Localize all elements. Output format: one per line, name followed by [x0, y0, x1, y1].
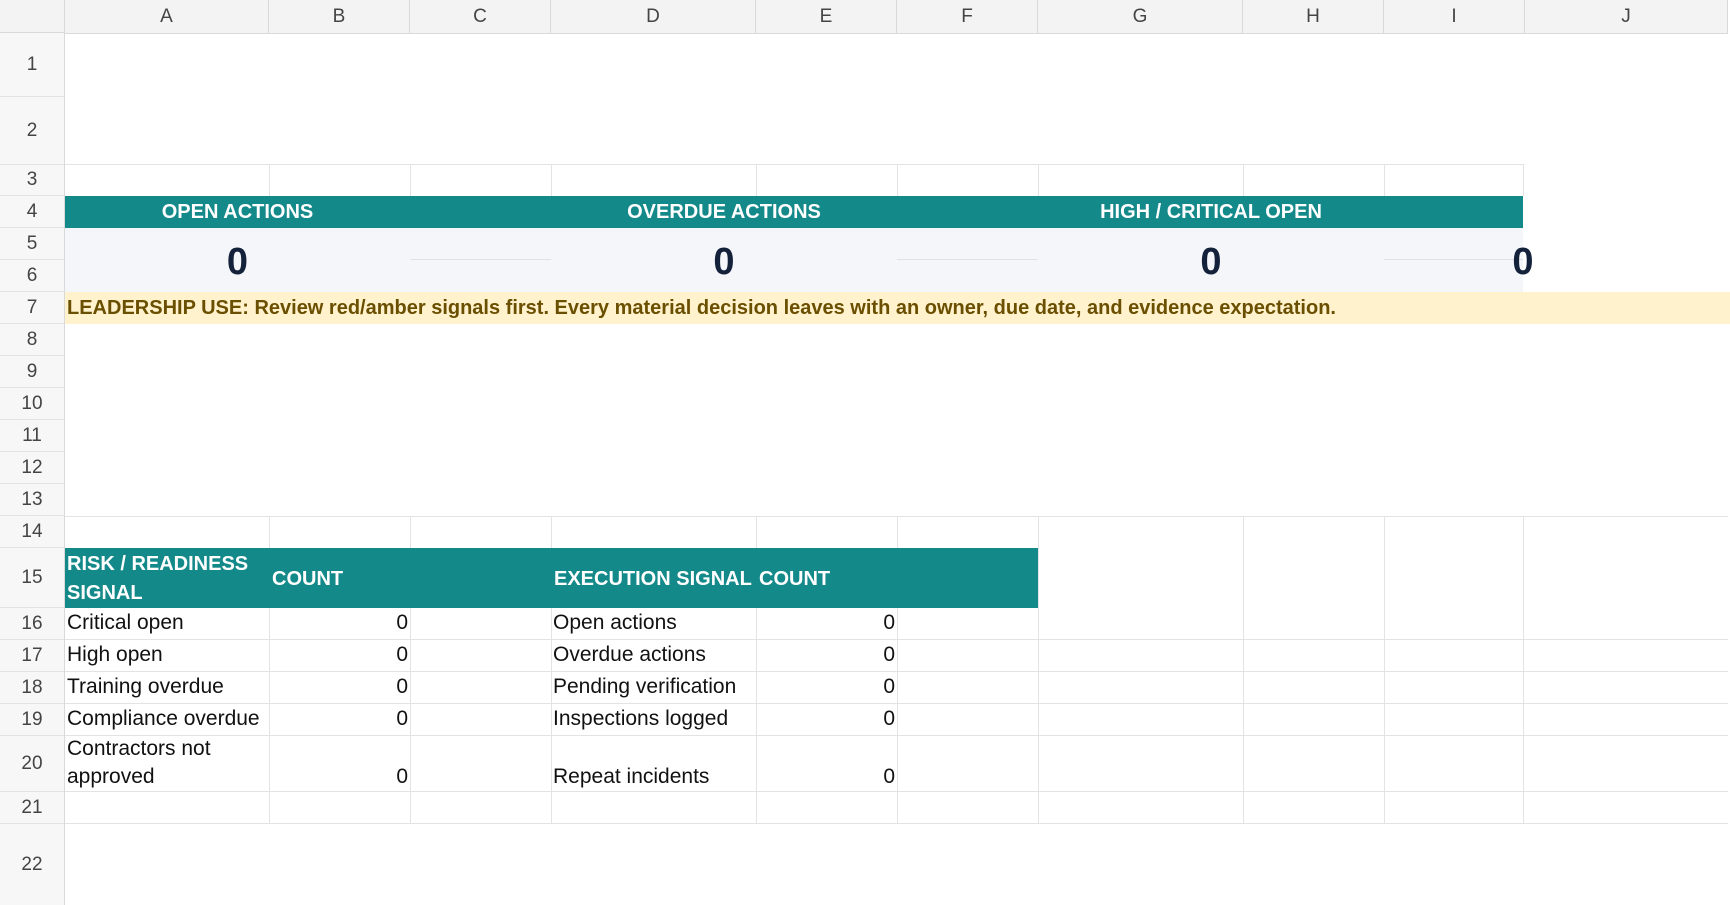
- kpi-high-critical-value[interactable]: 0: [1200, 241, 1222, 283]
- risk-row-label[interactable]: Compliance overdue: [67, 707, 260, 730]
- kpi-open-actions-value[interactable]: 0: [226, 241, 249, 283]
- execution-row-count[interactable]: 0: [883, 765, 895, 788]
- execution-row-label[interactable]: Overdue actions: [553, 643, 706, 666]
- column-header-j[interactable]: J: [1525, 0, 1728, 33]
- row-header-3[interactable]: 3: [0, 165, 64, 196]
- risk-row-label[interactable]: Critical open: [67, 611, 184, 634]
- kpi-fourth-value-clip[interactable]: [1498, 228, 1534, 292]
- row-header-8[interactable]: 8: [0, 324, 64, 356]
- row-header-15[interactable]: 15: [0, 548, 64, 608]
- risk-row-label-line1[interactable]: Contractors not: [67, 737, 211, 760]
- row-header-17[interactable]: 17: [0, 640, 64, 672]
- select-all-corner[interactable]: [0, 0, 65, 33]
- risk-header-label-line2: SIGNAL: [67, 582, 143, 604]
- row-header-9[interactable]: 9: [0, 356, 64, 388]
- row-header-18[interactable]: 18: [0, 672, 64, 704]
- row-header-5[interactable]: 5: [0, 228, 64, 260]
- kpi-overdue-actions-label: OVERDUE ACTIONS: [627, 201, 821, 223]
- row-header-6[interactable]: 6: [0, 260, 64, 292]
- risk-count-header: COUNT: [272, 568, 344, 590]
- row-header-13[interactable]: 13: [0, 484, 64, 516]
- execution-header-label: EXECUTION SIGNAL: [554, 568, 752, 590]
- risk-row-count[interactable]: 0: [396, 643, 408, 666]
- execution-row-count[interactable]: 0: [883, 707, 895, 730]
- risk-row-label[interactable]: High open: [67, 643, 163, 666]
- column-header-a[interactable]: A: [65, 0, 269, 33]
- column-header-c[interactable]: C: [410, 0, 551, 33]
- risk-row-label[interactable]: Training overdue: [67, 675, 224, 698]
- leadership-note[interactable]: LEADERSHIP USE: Review red/amber signals first. Every material decision leaves with an owner, due date, and evidence expectation.: [65, 292, 1730, 324]
- row-header-2[interactable]: 2: [0, 97, 64, 165]
- risk-row-label-line2[interactable]: approved: [67, 765, 155, 788]
- column-header-d[interactable]: D: [551, 0, 756, 33]
- kpi-high-critical-label: HIGH / CRITICAL OPEN: [1100, 201, 1322, 223]
- risk-row-count[interactable]: 0: [396, 765, 408, 788]
- kpi-separator-c: [410, 259, 551, 260]
- column-header-e[interactable]: E: [756, 0, 897, 33]
- row-header-21[interactable]: 21: [0, 792, 64, 824]
- execution-row-count[interactable]: 0: [883, 611, 895, 634]
- kpi-open-actions-label: OPEN ACTIONS: [161, 201, 314, 223]
- row-header-12[interactable]: 12: [0, 452, 64, 484]
- row-header-bar: [0, 33, 65, 905]
- column-header-g[interactable]: G: [1038, 0, 1243, 33]
- risk-header-label-line1: RISK / READINESS: [67, 553, 249, 575]
- row-header-7[interactable]: 7: [0, 292, 64, 324]
- row-header-20[interactable]: 20: [0, 736, 64, 792]
- execution-row-label[interactable]: Pending verification: [553, 675, 737, 698]
- row-header-11[interactable]: 11: [0, 420, 64, 452]
- row-header-16[interactable]: 16: [0, 608, 64, 640]
- column-header-h[interactable]: H: [1243, 0, 1384, 33]
- risk-row-count[interactable]: 0: [396, 707, 408, 730]
- risk-row-count[interactable]: 0: [396, 611, 408, 634]
- row-header-14[interactable]: 14: [0, 516, 64, 548]
- execution-count-header: COUNT: [759, 568, 831, 590]
- column-header-f[interactable]: F: [897, 0, 1038, 33]
- risk-row-count[interactable]: 0: [396, 675, 408, 698]
- kpi-fourth-value: 0: [1512, 241, 1534, 283]
- kpi-overdue-actions-value[interactable]: 0: [713, 241, 735, 283]
- execution-row-label[interactable]: Repeat incidents: [553, 765, 710, 788]
- row-header-4[interactable]: 4: [0, 196, 64, 228]
- execution-row-label[interactable]: Inspections logged: [553, 707, 729, 730]
- column-header-bar: [65, 0, 1728, 34]
- row-header-1[interactable]: 1: [0, 33, 64, 97]
- execution-row-count[interactable]: 0: [883, 675, 895, 698]
- execution-row-count[interactable]: 0: [883, 643, 895, 666]
- column-header-i[interactable]: I: [1384, 0, 1525, 33]
- column-header-b[interactable]: B: [269, 0, 410, 33]
- row-header-22[interactable]: 22: [21, 853, 43, 875]
- row-header-10[interactable]: 10: [0, 388, 64, 420]
- row-header-19[interactable]: 19: [0, 704, 64, 736]
- execution-row-label[interactable]: Open actions: [553, 611, 677, 634]
- kpi-separator-f: [897, 259, 1038, 260]
